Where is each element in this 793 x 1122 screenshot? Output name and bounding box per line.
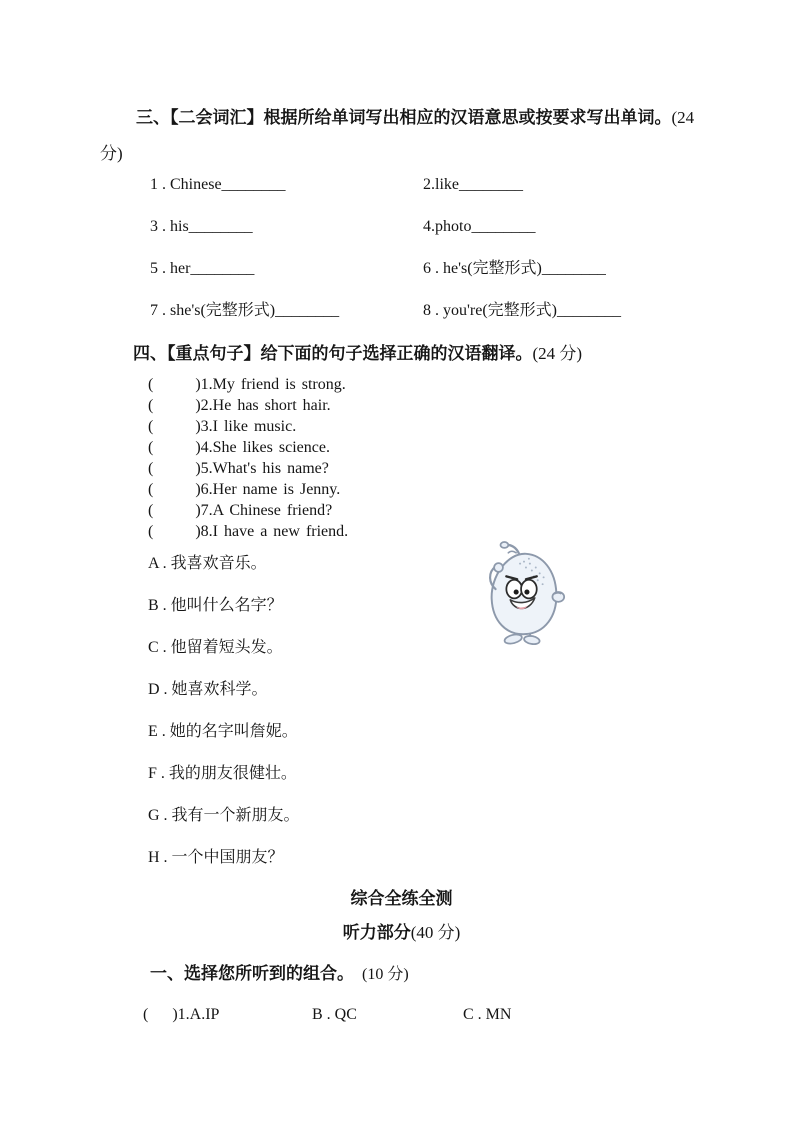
section3-score-close: 分) xyxy=(100,144,123,163)
option-g: G . 我有一个新朋友。 xyxy=(148,807,300,824)
part1-heading xyxy=(100,963,703,985)
option-d: D . 她喜欢科学。 xyxy=(148,681,268,698)
listening-subtitle: 听力部分 xyxy=(342,923,411,943)
vocab-item-3: 3 . his________ xyxy=(150,218,253,235)
vocab-item-7: 7 . she's(完整形式)________ xyxy=(150,302,340,319)
vocab-item-6: 6 . he's(完整形式)________ xyxy=(423,260,606,277)
question-1-choice-c: C . MN xyxy=(463,1006,512,1023)
sentence-1: ( )1.My friend is strong. xyxy=(148,376,346,393)
sentence-list xyxy=(100,374,703,542)
question-1-row xyxy=(100,1004,703,1025)
test-banner-title: 综合全练全测 xyxy=(350,889,453,909)
option-b: B . 他叫什么名字？ xyxy=(148,597,283,614)
thinking-egg-mascot-icon xyxy=(475,537,573,649)
option-e: E . 她的名字叫詹妮。 xyxy=(148,723,298,740)
section3-title: 三、【二会词汇】根据所给单词写出相应的汉语意思或按要求写出单词。 xyxy=(136,108,672,128)
option-c: C . 他留着短头发。 xyxy=(148,639,283,656)
option-h: H . 一个中国朋友？ xyxy=(148,849,284,866)
vocab-item-2: 2.like________ xyxy=(423,176,523,193)
part1-score: (10 分) xyxy=(362,966,409,983)
sentence-7: ( )7.A Chinese friend? xyxy=(148,502,333,519)
section4-score: (24 分) xyxy=(532,344,583,363)
section3-score-open: (24 xyxy=(671,108,695,127)
sentence-6: ( )6.Her name is Jenny. xyxy=(148,481,341,498)
vocab-list xyxy=(100,175,703,343)
part1-title: 一、选择您所听到的组合。 xyxy=(150,964,354,984)
question-1-stem: ( )1.A.IP xyxy=(143,1006,220,1023)
listening-subtitle-score: (40 分) xyxy=(410,923,461,942)
vocab-item-4: 4.photo________ xyxy=(423,218,536,235)
section3-heading xyxy=(100,100,703,171)
section-vocabulary xyxy=(100,100,703,343)
section4-title: 四、【重点句子】给下面的句子选择正确的汉语翻译。 xyxy=(133,344,533,364)
section-listening-test xyxy=(100,889,703,1025)
sentence-3: ( )3.I like music. xyxy=(148,418,297,435)
vocab-item-8: 8 . you're(完整形式)________ xyxy=(423,302,621,319)
vocab-item-1: 1 . Chinese________ xyxy=(150,176,286,193)
sentence-8: ( )8.I have a new friend. xyxy=(148,523,349,540)
sentence-2: ( )2.He has short hair. xyxy=(148,397,331,414)
section-sentence-matching xyxy=(100,343,703,868)
question-1-choice-b: B . QC xyxy=(312,1006,357,1023)
option-f: F . 我的朋友很健壮。 xyxy=(148,765,297,782)
listening-part-title xyxy=(100,922,703,944)
vocab-item-5: 5 . her________ xyxy=(150,260,255,277)
sentence-4: ( )4.She likes science. xyxy=(148,439,330,456)
sentence-5: ( )5.What's his name? xyxy=(148,460,329,477)
section4-heading xyxy=(100,343,703,365)
option-a: A . 我喜欢音乐。 xyxy=(148,555,267,572)
translation-options xyxy=(100,553,703,868)
